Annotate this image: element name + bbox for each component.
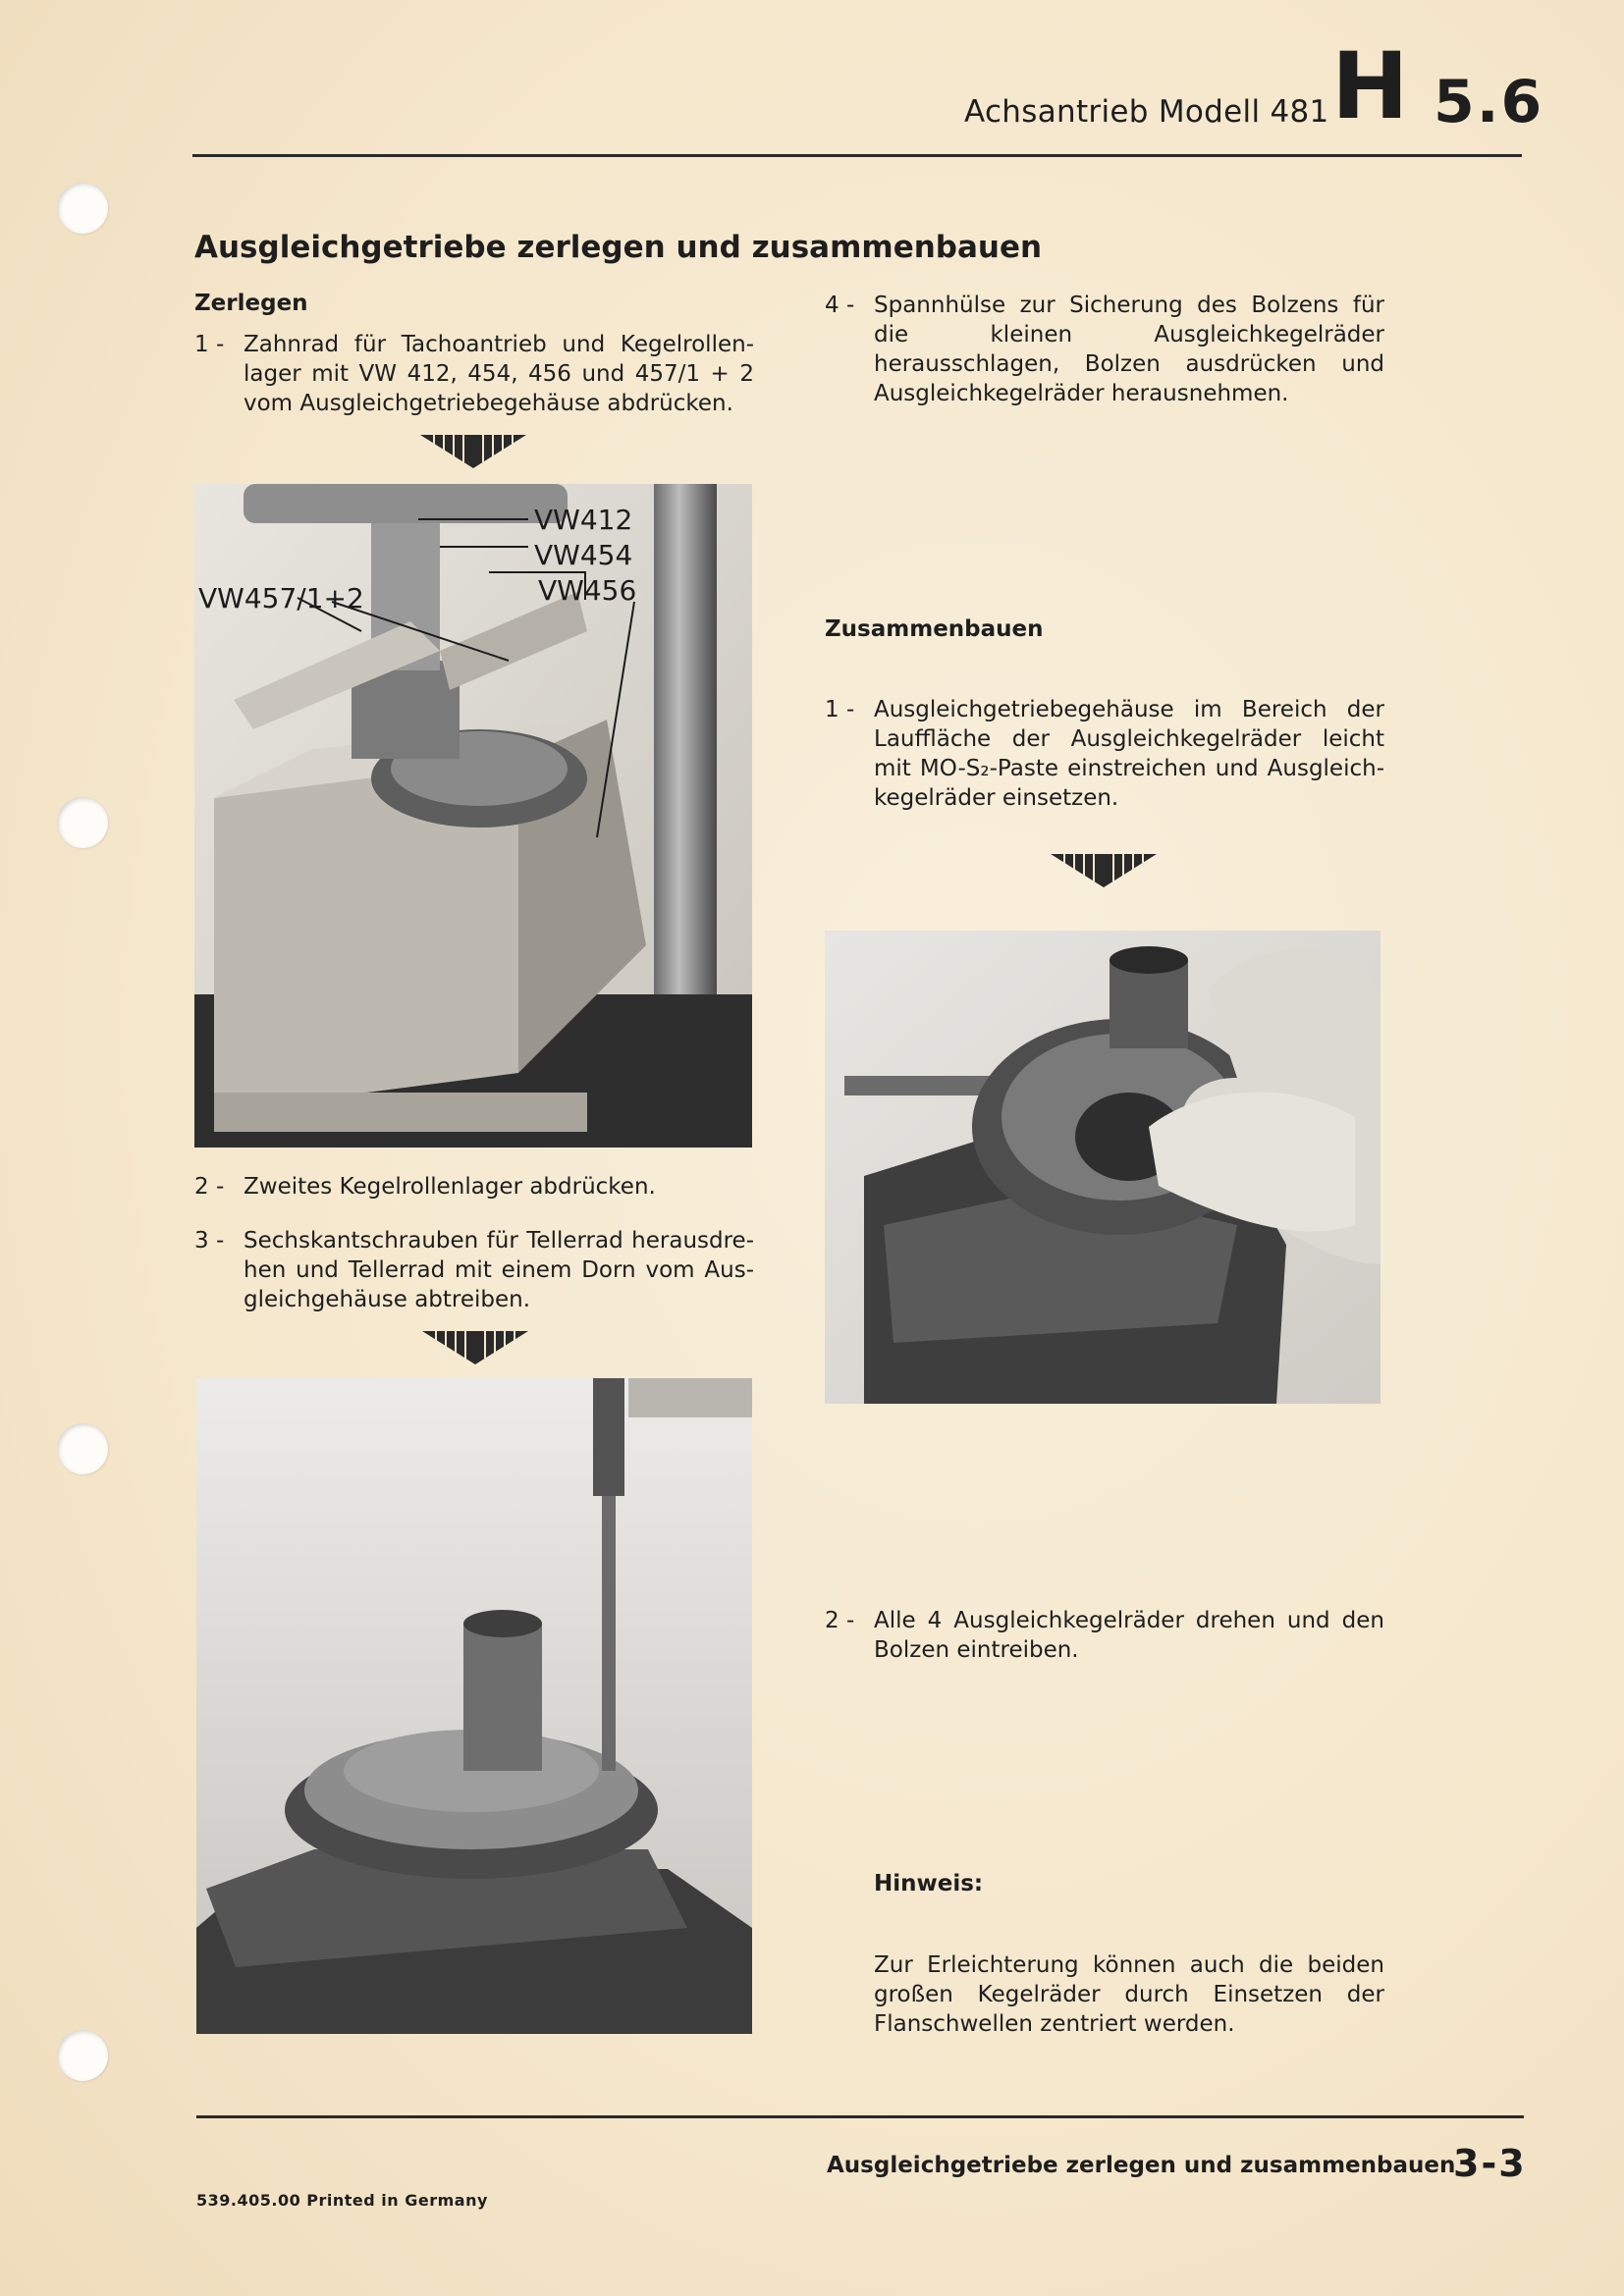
section-title: Ausgleichgetriebe zerlegen und zusammenbauen <box>194 230 1043 265</box>
step-text: Ausgleichgetriebegehäuse im Bereich der Lauffläche der Ausgleichkegelräder leicht mit MO-S₂-Paste einstreichen und Ausgleich-kegelräder einsetzen. <box>874 697 1384 811</box>
down-arrow-icon <box>1051 854 1157 889</box>
disassembly-step-2 <box>194 1172 754 1201</box>
header-rule <box>192 154 1522 157</box>
step-text: Sechskantschrauben für Tellerrad herausdre-hen und Tellerrad mit einem Dorn vom Aus-gleichgehäuse abtreiben. <box>244 1228 754 1312</box>
assembly-step-2 <box>825 1606 1384 1665</box>
step-text: Zahnrad für Tachoantrieb und Kegelrollen-lager mit VW 412, 454, 456 und 457/1 + 2 vom Ausgleichgetriebegehäuse abdrücken. <box>244 332 754 416</box>
page-number: 3-3 <box>1453 2142 1527 2185</box>
disassembly-step-3 <box>194 1226 754 1314</box>
note-text-block <box>874 1950 1384 2039</box>
document-code: 539.405.00 Printed in Germany <box>196 2191 488 2210</box>
label-vw457: VW457/1+2 <box>198 582 364 614</box>
step-number: 1 - <box>194 332 225 357</box>
punch-hole <box>57 183 108 234</box>
step-number: 2 - <box>194 1174 225 1200</box>
footer-rule <box>196 2115 1524 2118</box>
punch-hole <box>57 797 108 848</box>
disassembly-heading: Zerlegen <box>194 291 308 316</box>
label-vw454: VW454 <box>534 539 633 571</box>
step-text: Alle 4 Ausgleichkegelräder drehen und den Bolzen eintreiben. <box>874 1608 1384 1663</box>
disassembly-step-1 <box>194 330 754 418</box>
section-letter: H <box>1331 33 1409 140</box>
punch-hole <box>57 2030 108 2081</box>
photo-inserting-gears <box>825 931 1380 1404</box>
label-vw456: VW456 <box>538 574 637 607</box>
step-text: Spannhülse zur Sicherung des Bolzens für die kleinen Ausgleichkegelräder herausschlagen, Bolzen ausdrücken und Ausgleichkegelräder herausnehmen. <box>874 293 1384 406</box>
down-arrow-icon <box>422 1331 528 1366</box>
photo-ring-gear-drift <box>196 1378 752 2034</box>
disassembly-step-4 <box>825 291 1384 408</box>
photo-press-bearing-removal <box>194 484 752 1148</box>
assembly-heading: Zusammenbauen <box>825 616 1044 642</box>
step-number: 1 - <box>825 697 855 722</box>
assembly-step-1 <box>825 695 1384 813</box>
step-number: 3 - <box>194 1228 225 1254</box>
note-text: Zur Erleichterung können auch die beiden großen Kegelräder durch Einsetzen der Flanschwellen zentriert werden. <box>874 1952 1384 2037</box>
note-heading: Hinweis: <box>874 1871 984 1896</box>
footer-title: Ausgleichgetriebe zerlegen und zusammenbauen <box>827 2153 1456 2178</box>
section-number: 5.6 <box>1434 68 1544 136</box>
step-text: Zweites Kegelrollenlager abdrücken. <box>244 1174 656 1200</box>
label-vw412: VW412 <box>534 504 633 536</box>
down-arrow-icon <box>420 435 526 470</box>
punch-hole <box>57 1423 108 1474</box>
step-number: 4 - <box>825 293 855 318</box>
header-title: Achsantrieb Modell 481 <box>964 94 1329 130</box>
step-number: 2 - <box>825 1608 855 1633</box>
